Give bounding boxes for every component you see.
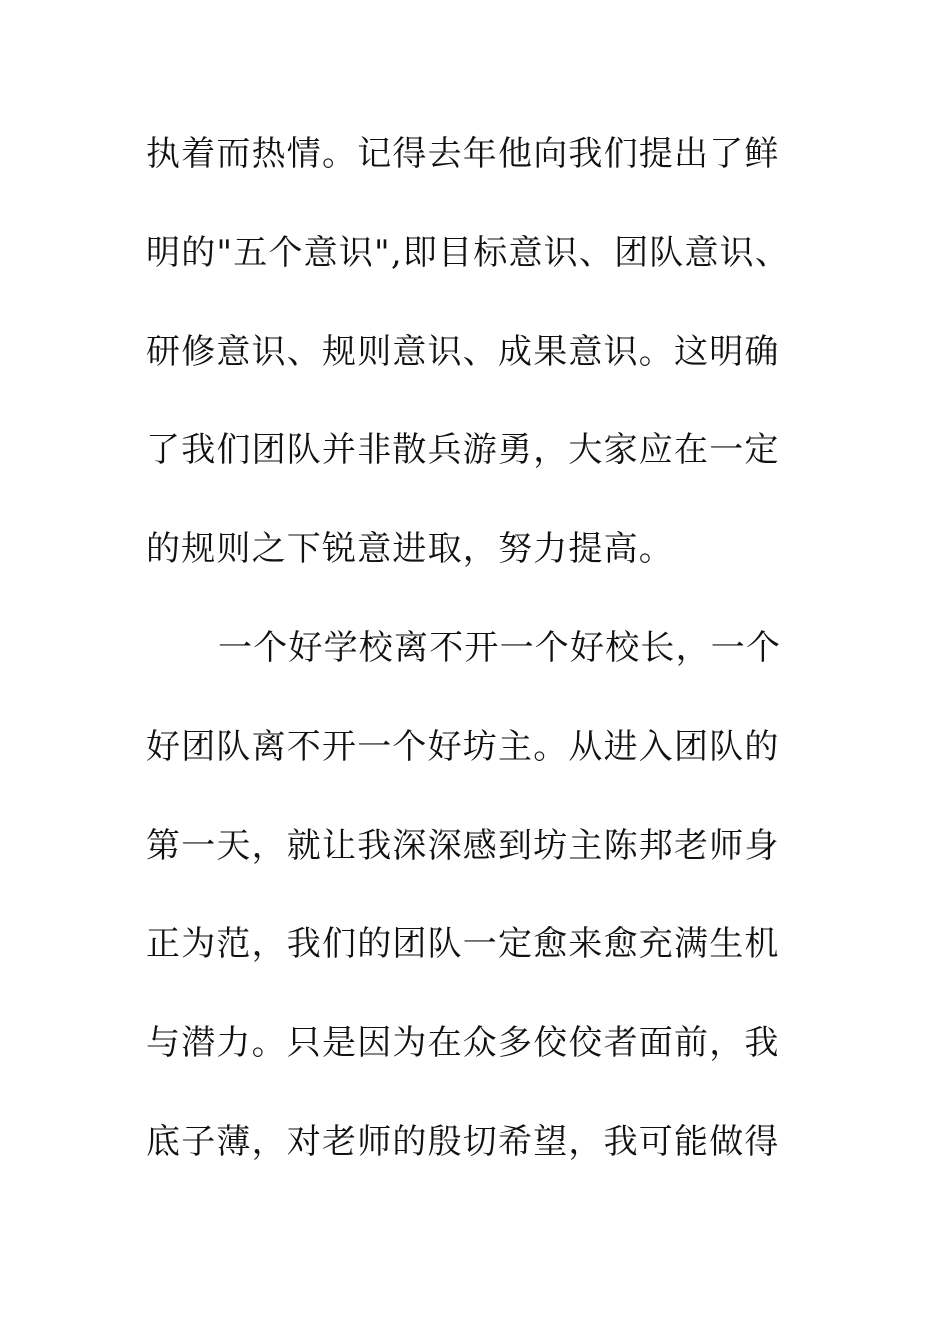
text-line: 了我们团队并非散兵游勇，大家应在一定 [146,430,780,471]
text-line: 好团队离不开一个好坊主。从进入团队的 [146,726,780,767]
text-line: 的规则之下锐意进取，努力提高。 [146,529,674,570]
text-line: 执着而热情。记得去年他向我们提出了鲜 [146,134,780,174]
text-line: 底子薄，对老师的殷切希望，我可能做得 [146,1121,780,1162]
text-line: 与潜力。只是因为在众多佼佼者面前，我 [146,1023,780,1064]
text-line: 第一天，就让我深深感到坊主陈邦老师身 [146,825,780,866]
paragraph-first-line: 一个好学校离不开一个好校长，一个 [218,627,782,668]
body-text [146,122,816,1209]
text-line: 明的"五个意识",即目标意识、团队意识、 [146,232,791,273]
text-line: 研修意识、规则意识、成果意识。这明确 [146,331,780,372]
text-line: 正为范，我们的团队一定愈来愈充满生机 [146,924,780,965]
